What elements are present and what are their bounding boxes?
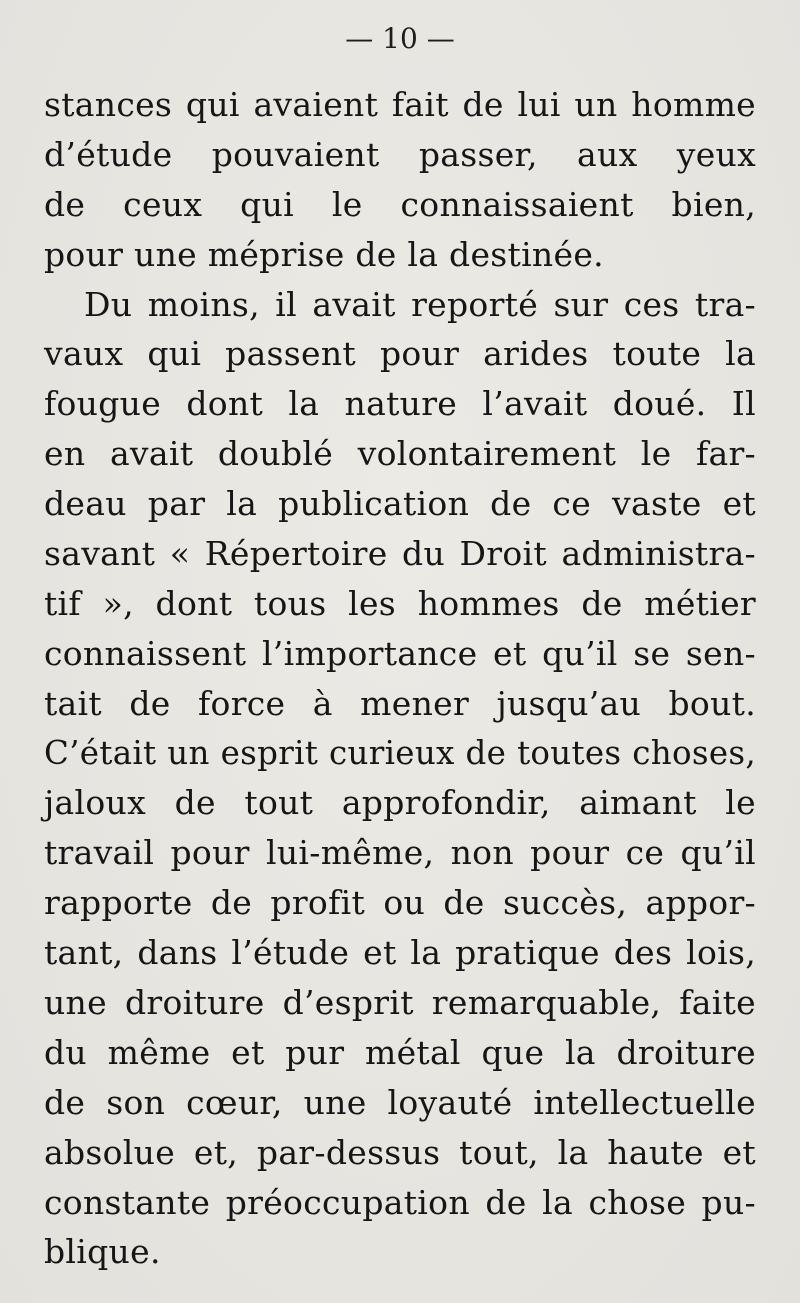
text-line: rapporte de profit ou de succès, appor- — [44, 883, 756, 923]
text-line: Du moins, il avait reporté sur ces tra- — [84, 284, 756, 324]
text-line: du même et pur métal que la droiture — [44, 1032, 756, 1072]
text-line: tant, dans l’étude et la pratique des lois, — [44, 933, 756, 973]
text-line: deau par la publication de ce vaste et — [44, 484, 756, 524]
text-line: connaissent l’importance et qu’il se sen- — [44, 633, 756, 673]
text-line: vaux qui passent pour arides toute la — [44, 334, 756, 374]
text-line: travail pour lui-même, non pour ce qu’il — [44, 833, 756, 873]
text-line: tif », dont tous les hommes de métier — [44, 583, 756, 623]
text-line: constante préoccupation de la chose pu- — [44, 1182, 756, 1222]
page-number: — 10 — — [345, 22, 455, 55]
text-line: blique. — [44, 1232, 161, 1272]
text-line: stances qui avaient fait de lui un homme — [44, 85, 756, 124]
text-line: une droiture d’esprit remarquable, faite — [44, 983, 756, 1023]
body-text — [44, 80, 756, 1277]
text-line: jaloux de tout approfondir, aimant le — [44, 783, 756, 823]
text-line: absolue et, par-dessus tout, la haute et — [44, 1132, 756, 1172]
text-line: d’étude pouvaient passer, aux yeux — [44, 134, 756, 174]
text-line: tait de force à mener jusqu’au bout. — [44, 683, 756, 723]
text-line: savant « Répertoire du Droit administra- — [44, 534, 756, 574]
text-line: pour une méprise de la destinée. — [44, 234, 604, 274]
text-line: de son cœur, une loyauté intellectuelle — [44, 1082, 756, 1122]
text-line: fougue dont la nature l’avait doué. Il — [44, 384, 756, 424]
text-line: en avait doublé volontairement le far- — [44, 434, 756, 474]
text-line: de ceux qui le connaissaient bien, — [44, 184, 756, 224]
text-line: C’était un esprit curieux de toutes choses, — [44, 733, 756, 772]
